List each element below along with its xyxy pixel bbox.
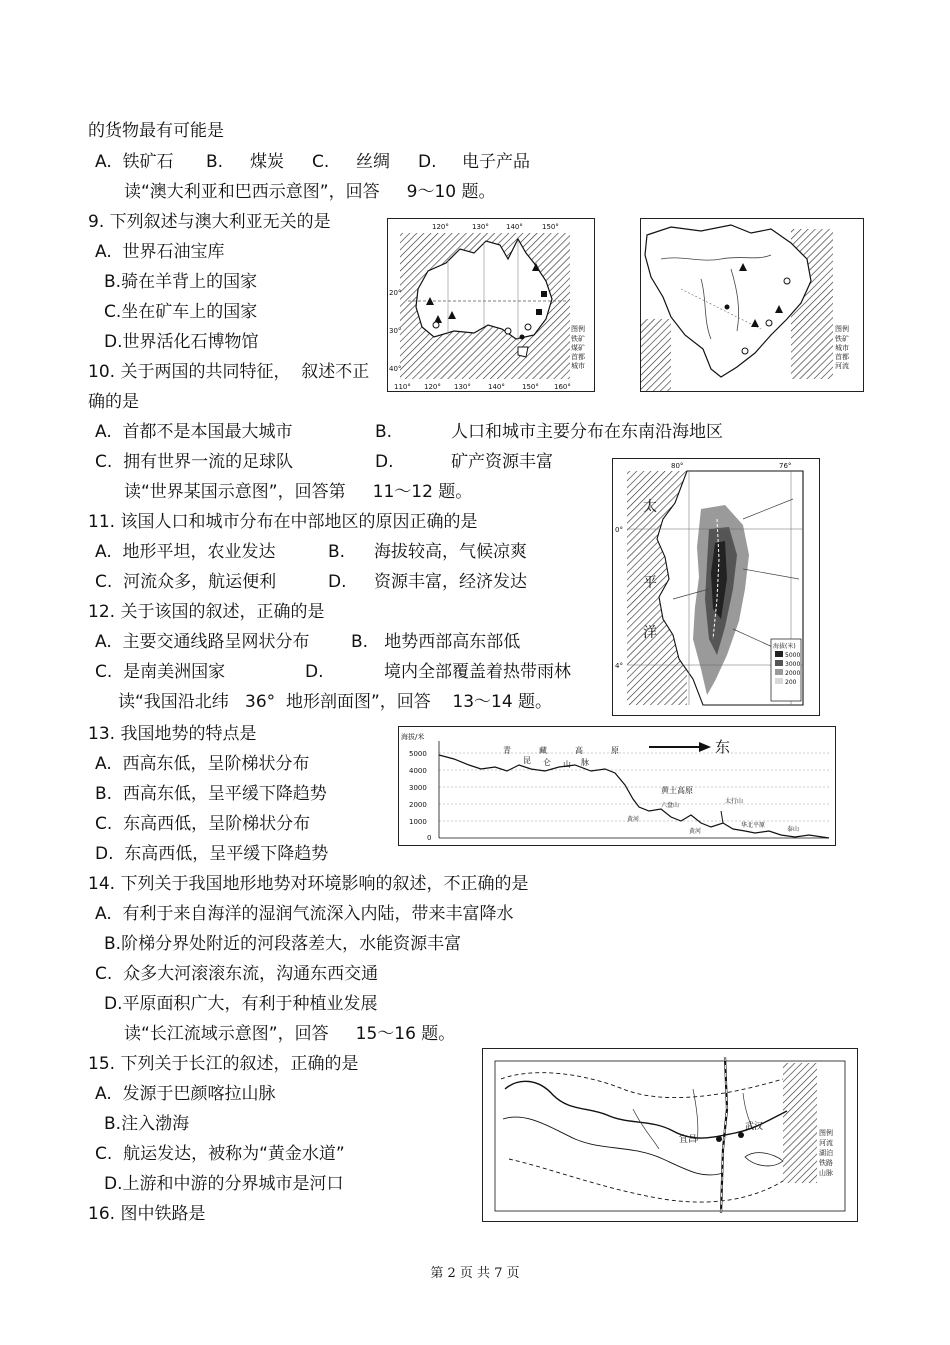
q10-option-a: A. 首都不是本国最大城市 <box>95 422 293 442</box>
profile-label: 黄河 <box>627 816 640 823</box>
ecuador-legend-title: 海拔(米) <box>773 643 796 650</box>
yangtze-legend-title: 图例 <box>819 1129 833 1137</box>
q10-option-d-letter: D. <box>375 452 394 472</box>
q14-option-b: B.阶梯分界处附近的河段落差大，水能资源丰富 <box>104 934 462 954</box>
australia-lon-label: 150° <box>542 223 559 231</box>
q12-option-c: C. 是南美洲国家 <box>95 662 226 682</box>
q8-option-d-text: 电子产品 <box>462 152 530 172</box>
australia-bottom-label: 140° <box>488 383 505 391</box>
ecuador-legend-value: 2000 <box>785 670 801 677</box>
q14-stem: 14. 下列关于我国地形地势对环境影响的叙述，不正确的是 <box>88 874 529 894</box>
q16-stem: 16. 图中铁路是 <box>88 1204 206 1224</box>
q11-option-a: A. 地形平坦，农业发达 <box>95 542 276 562</box>
australia-lon-label: 120° <box>432 223 449 231</box>
q11-stem: 11. 该国人口和城市分布在中部地区的原因正确的是 <box>88 512 478 532</box>
profile-label: 黄河 <box>689 828 702 835</box>
profile-ytick: 5000 <box>409 750 427 758</box>
australia-lon-label: 130° <box>472 223 489 231</box>
profile-label: 黄土高原 <box>661 786 693 795</box>
yangtze-legend-item: 山脉 <box>819 1169 833 1177</box>
q11-option-b-letter: B. <box>328 542 346 562</box>
q15-option-a: A. 发源于巴颜喀拉山脉 <box>95 1084 276 1104</box>
ecuador-map-figure <box>612 458 820 716</box>
q10-option-c: C. 拥有世界一流的足球队 <box>95 452 294 472</box>
brazil-legend-title: 图例 <box>835 325 849 333</box>
q13-stem: 13. 我国地势的特点是 <box>88 724 257 744</box>
q9-stem: 9. 下列叙述与澳大利亚无关的是 <box>88 212 331 232</box>
australia-bottom-label: 120° <box>424 383 441 391</box>
australia-legend-title: 图例 <box>571 325 585 333</box>
q12-stem: 12. 关于该国的叙述，正确的是 <box>88 602 325 622</box>
q12-option-d-text: 境内全部覆盖着热带雨林 <box>384 662 571 682</box>
australia-map-figure <box>387 218 595 392</box>
q8-option-c-text: 丝绸 <box>356 152 390 172</box>
profile-ytick: 0 <box>427 834 432 842</box>
australia-bottom-label: 160° <box>554 383 571 391</box>
profile-label: 高 <box>575 746 583 755</box>
yangtze-legend-item: 河流 <box>819 1139 833 1147</box>
australia-lat-label: 30° <box>389 327 402 335</box>
yangtze-basin-figure <box>482 1048 858 1222</box>
q8-option-a: A. 铁矿石 <box>95 152 174 172</box>
q15-stem: 15. 下列关于长江的叙述，正确的是 <box>88 1054 359 1074</box>
q11-option-d-text: 资源丰富，经济发达 <box>374 572 527 592</box>
q8-stem-tail: 的货物最有可能是 <box>88 121 224 141</box>
australia-bottom-label: 110° <box>394 383 411 391</box>
q8-option-b-text: 煤炭 <box>250 152 284 172</box>
terrain-profile-figure <box>398 726 836 846</box>
ecuador-sea-label: 太 <box>643 499 657 515</box>
q15-option-c: C. 航运发达，被称为“黄金水道” <box>95 1144 345 1164</box>
q10-stem-line1: 10. 关于两国的共同特征， 叙述不正 <box>88 362 370 382</box>
profile-label: 青 <box>503 746 511 755</box>
q10-stem-line2: 确的是 <box>88 392 139 412</box>
q14-option-a: A. 有利于来自海洋的湿润气流深入内陆，带来丰富降水 <box>95 904 514 924</box>
ecuador-side-label: 4° <box>615 662 623 670</box>
australia-legend-item: 铁矿 <box>571 335 585 343</box>
profile-ytick: 1000 <box>409 818 427 826</box>
read-instruction-9-10: 读“澳大利亚和巴西示意图”，回答 9～10 题。 <box>124 182 496 202</box>
q14-option-c: C. 众多大河滚滚东流，沟通东西交通 <box>95 964 379 984</box>
yangtze-legend-item: 铁路 <box>819 1159 833 1167</box>
q11-option-b-text: 海拔较高，气候凉爽 <box>374 542 527 562</box>
australia-legend-item: 城市 <box>571 362 585 370</box>
ecuador-legend-value: 200 <box>785 679 797 686</box>
q8-option-d-letter: D. <box>418 152 437 172</box>
australia-lon-label: 140° <box>506 223 523 231</box>
yangtze-city-label: 宜昌 <box>679 1135 698 1145</box>
q15-option-b: B.注入渤海 <box>104 1114 190 1134</box>
q13-option-a: A. 西高东低，呈阶梯状分布 <box>95 754 310 774</box>
q11-option-d-letter: D. <box>328 572 347 592</box>
brazil-legend-item: 河流 <box>835 362 849 370</box>
australia-bottom-label: 150° <box>522 383 539 391</box>
brazil-legend-item: 铁矿 <box>835 335 849 343</box>
profile-label: 六盘山 <box>661 802 680 809</box>
yangtze-legend-item: 湖泊 <box>819 1149 833 1157</box>
q12-option-d-letter: D. <box>305 662 324 682</box>
q8-option-c-letter: C. <box>312 152 330 172</box>
profile-ylabel: 海拔/米 <box>401 733 425 741</box>
brazil-legend-item: 首都 <box>835 353 849 361</box>
q11-option-c: C. 河流众多，航运便利 <box>95 572 277 592</box>
brazil-legend-item: 城市 <box>835 344 849 352</box>
read-instruction-15-16: 读“长江流域示意图”，回答 15～16 题。 <box>124 1024 456 1044</box>
profile-label: 昆 <box>523 756 531 765</box>
q13-option-c: C. 东高西低，呈阶梯状分布 <box>95 814 311 834</box>
q12-option-a: A. 主要交通线路呈网状分布 <box>95 632 310 652</box>
q10-option-d-text: 矿产资源丰富 <box>451 452 553 472</box>
profile-ytick: 4000 <box>409 767 427 775</box>
australia-legend-item: 首都 <box>571 353 585 361</box>
profile-ytick: 2000 <box>409 801 427 809</box>
q12-option-b: B. 地势西部高东部低 <box>351 632 521 652</box>
ecuador-top-label: 80° <box>671 462 684 470</box>
yangtze-city-label: 武汉 <box>745 1122 764 1132</box>
ecuador-legend-value: 3000 <box>785 661 801 668</box>
australia-lat-label: 40° <box>389 365 402 373</box>
profile-label: 太行山 <box>725 798 744 805</box>
q13-option-d: D. 东高西低，呈平缓下降趋势 <box>95 844 329 864</box>
australia-lat-label: 20° <box>389 289 402 297</box>
ecuador-sea-label: 洋 <box>643 625 657 641</box>
ecuador-legend-value: 5000 <box>785 652 801 659</box>
q10-option-b-letter: B. <box>375 422 393 442</box>
q9-option-b: B.骑在羊背上的国家 <box>104 272 258 292</box>
q8-option-b-letter: B. <box>206 152 224 172</box>
read-instruction-13-14: 读“我国沿北纬 36° 地形剖面图”，回答 13～14 题。 <box>118 692 553 712</box>
read-instruction-11-12: 读“世界某国示意图”，回答第 11～12 题。 <box>124 482 473 502</box>
profile-ytick: 3000 <box>409 784 427 792</box>
profile-label: 华北平原 <box>741 822 766 829</box>
brazil-map-figure <box>640 218 864 392</box>
q13-option-b: B. 西高东低，呈平缓下降趋势 <box>95 784 327 804</box>
ecuador-side-label: 0° <box>615 526 623 534</box>
profile-label: 仑 <box>543 758 551 767</box>
australia-legend-item: 煤矿 <box>571 344 585 352</box>
q9-option-c: C.坐在矿车上的国家 <box>104 302 258 322</box>
page-number-footer: 第 2 页 共 7 页 <box>430 1266 520 1281</box>
ecuador-sea-label: 平 <box>643 575 657 591</box>
q15-option-d: D.上游和中游的分界城市是河口 <box>104 1174 344 1194</box>
profile-label: 原 <box>611 746 619 755</box>
q9-option-d: D.世界活化石博物馆 <box>104 332 259 352</box>
profile-label: 藏 <box>539 746 547 755</box>
q9-option-a: A. 世界石油宝库 <box>95 242 225 262</box>
profile-label: 泰山 <box>787 826 800 833</box>
q10-option-b-text: 人口和城市主要分布在东南沿海地区 <box>451 422 723 442</box>
australia-bottom-label: 130° <box>454 383 471 391</box>
profile-label: 脉 <box>581 758 589 767</box>
q14-option-d: D.平原面积广大，有利于种植业发展 <box>104 994 378 1014</box>
ecuador-top-label: 76° <box>779 462 792 470</box>
profile-direction-label: 东 <box>715 738 731 756</box>
profile-label: 山 <box>563 760 571 769</box>
